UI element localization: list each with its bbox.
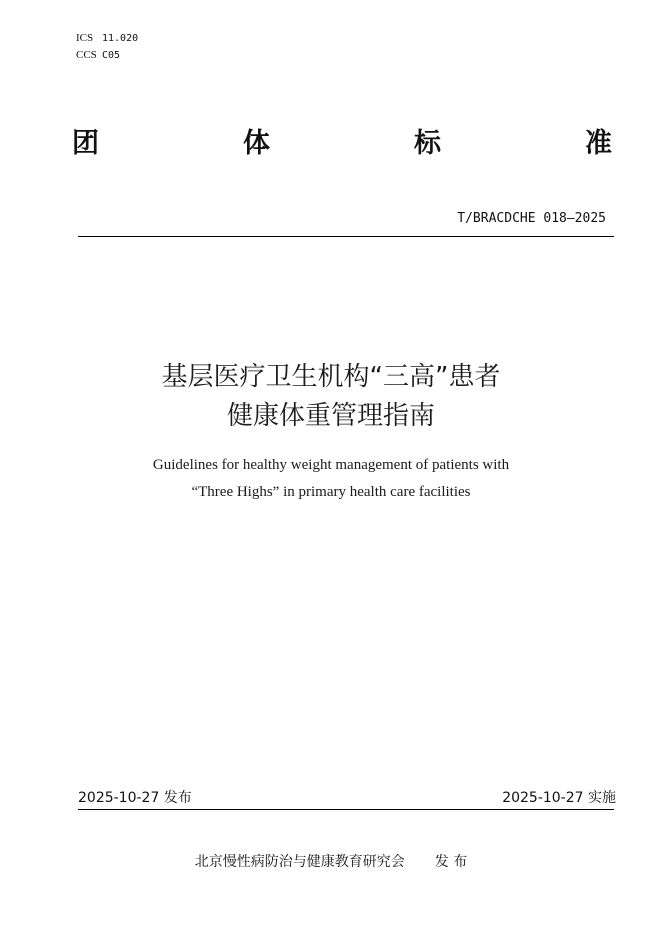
standard-type-char: 团 [72, 128, 99, 159]
standard-type-char: 体 [243, 128, 270, 159]
header-divider [78, 236, 614, 237]
footer-divider [78, 809, 614, 810]
title-zh-line-1: 基层医疗卫生机构“三高”患者 [161, 362, 501, 392]
ics-value: 11.020 [102, 33, 139, 44]
ics-label: ICS [76, 32, 94, 44]
issuer-action: 发 布 [434, 854, 468, 870]
ics-code [76, 32, 138, 45]
title-zh-line-2: 健康体重管理指南 [226, 401, 435, 431]
ccs-label: CCS [76, 49, 97, 61]
standard-type-char: 准 [585, 128, 612, 159]
standard-number: T/BRACDCHE 018—2025 [457, 211, 606, 226]
implement-date: 2025-10-27 实施 [502, 790, 616, 806]
publish-date: 2025-10-27 发布 [78, 790, 192, 806]
issuer-line [0, 852, 662, 872]
ccs-value: C05 [102, 50, 121, 61]
issuer-name: 北京慢性病防治与健康教育研究会 [194, 854, 405, 870]
title-en-line-2: “Three Highs” in primary health care facilities [191, 484, 471, 500]
title-en-line-1: Guidelines for healthy weight management of patients with [152, 457, 510, 473]
standard-type-char: 标 [414, 128, 441, 159]
standard-type-heading [72, 124, 612, 164]
ccs-code [76, 49, 120, 62]
